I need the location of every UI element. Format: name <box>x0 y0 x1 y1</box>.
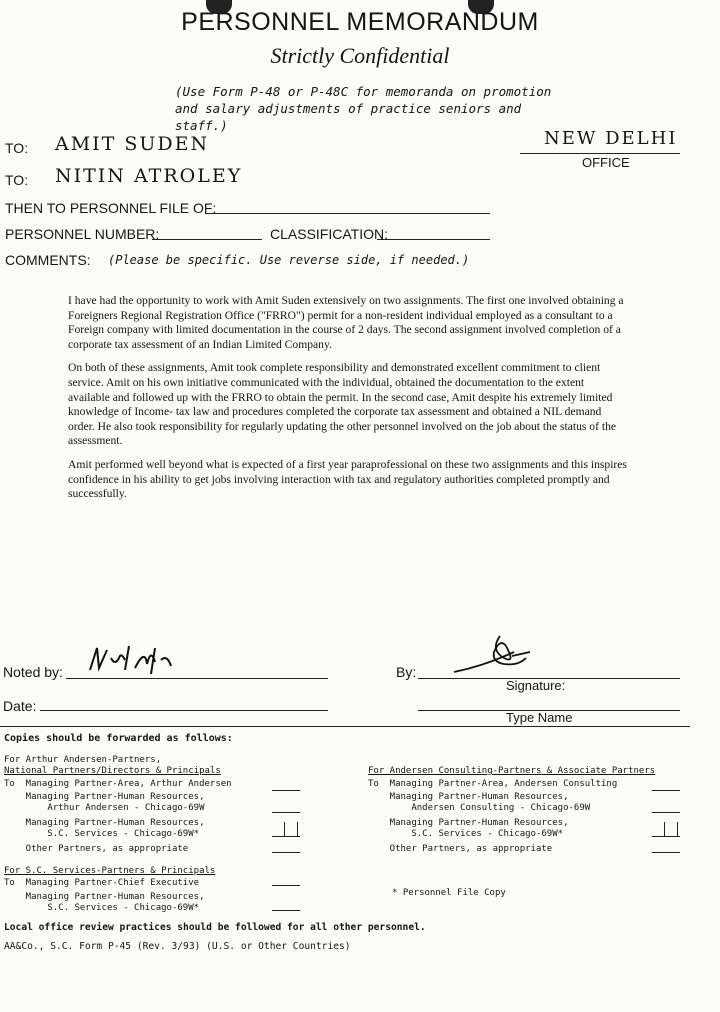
left-group1-heading-2: National Partners/Directors & Principals <box>4 766 221 776</box>
office-value[interactable]: NEW DELHI <box>544 128 678 149</box>
right-group-item: S.C. Services - Chicago-69W* <box>368 829 564 839</box>
noted-by-label: Noted by: <box>3 664 63 680</box>
comments-hint: (Please be specific. Use reverse side, if needed.) <box>108 253 470 267</box>
right-group-heading: For Andersen Consulting-Partners & Associate Partners <box>368 766 656 776</box>
type-name-label: Type Name <box>506 710 573 725</box>
right-group-item: Andersen Consulting - Chicago-69W <box>368 803 591 813</box>
copy-checkbox-line[interactable] <box>652 790 680 791</box>
to-field-1[interactable]: AMIT SUDEN <box>55 133 210 155</box>
to-field-2[interactable]: NITIN ATROLEY <box>55 165 243 187</box>
left-group2-heading: For S.C. Services-Partners & Principals <box>4 866 216 876</box>
personnel-file-label: THEN TO PERSONNEL FILE OF: <box>5 200 217 216</box>
noted-by-field[interactable] <box>66 678 328 679</box>
copy-checkbox-line[interactable] <box>652 812 680 813</box>
comments-paragraph-1: I have had the opportunity to work with Amit Suden extensively on two assignments. The first one involved obtaining a Foreigners Regional Registration Office ("FRRO") permit for a non-resident individual employed as a consultant to a Foreign company with limited documentation in the course of 2 days. The second assignment involved completion of a corporate tax assessment of an Indian Limited Company. <box>68 294 624 351</box>
by-label: By: <box>396 664 417 680</box>
copy-checkbox-line[interactable] <box>272 790 300 791</box>
date-field[interactable] <box>40 710 328 711</box>
comments-paragraph-2: On both of these assignments, Amit took complete responsibility and demonstrated excellent commitment to client service. Amit on his own initiative communicated with the individual, obtained the documentation to the extent available and followed up with the FRRO to obtain the permit. In the second case, Amit despite his extremely limited knowledge of Income- tax law and procedures completed the corporate tax assessment and obtained a NIL demand order. He also took responsibility for regularly updating the other personnel involved on the job about the status of the assessment. <box>68 361 617 448</box>
comments-label: COMMENTS: <box>5 252 91 268</box>
copy-checkbox-line[interactable] <box>272 836 300 837</box>
comments-body <box>68 294 628 511</box>
left-group2-item: To Managing Partner-Chief Executive <box>4 878 200 888</box>
left-group1-item: S.C. Services - Chicago-69W* <box>4 829 200 839</box>
form-identifier: AA&Co., S.C. Form P-45 (Rev. 3/93) (U.S. or Other Countries) <box>4 941 351 952</box>
personnel-number-field[interactable] <box>152 239 262 240</box>
by-signature <box>450 632 550 677</box>
personnel-number-label: PERSONNEL NUMBER: <box>5 226 160 242</box>
left-group1-item: To Managing Partner-Area, Arthur Andersen <box>4 779 232 789</box>
left-group1-item: Arthur Andersen - Chicago-69W <box>4 803 205 813</box>
copy-checkbox-line[interactable] <box>652 836 680 837</box>
personnel-file-copy-note: * Personnel File Copy <box>392 888 506 898</box>
copy-tick-marks <box>284 822 298 836</box>
left-group1-item: Managing Partner-Human Resources, <box>4 818 205 828</box>
left-group1-item: Other Partners, as appropriate <box>4 844 189 854</box>
local-review-note: Local office review practices should be followed for all other personnel. <box>4 922 426 933</box>
copy-checkbox-line[interactable] <box>272 910 300 911</box>
right-group-item: Other Partners, as appropriate <box>368 844 553 854</box>
left-group1-item: Managing Partner-Human Resources, <box>4 792 205 802</box>
noted-by-signature <box>85 640 180 680</box>
classification-field[interactable] <box>377 239 490 240</box>
copy-checkbox-line[interactable] <box>272 885 300 886</box>
copy-checkbox-line[interactable] <box>272 852 300 853</box>
copy-checkbox-line[interactable] <box>272 812 300 813</box>
copies-divider <box>0 726 690 727</box>
copies-heading: Copies should be forwarded as follows: <box>4 733 233 744</box>
form-title: PERSONNEL MEMORANDUM <box>181 8 539 36</box>
right-group-item: Managing Partner-Human Resources, <box>368 818 569 828</box>
left-group1-heading-1: For Arthur Andersen-Partners, <box>4 755 162 765</box>
copy-tick-marks <box>664 822 678 836</box>
personnel-file-field[interactable] <box>205 213 490 214</box>
office-line <box>520 153 680 154</box>
signature-label: Signature: <box>506 678 566 693</box>
left-group2-item: Managing Partner-Human Resources, <box>4 892 205 902</box>
right-group-item: Managing Partner-Human Resources, <box>368 792 569 802</box>
to-label-2: TO: <box>5 172 29 188</box>
form-usage-note-line2: and salary adjustments of practice seniors and staff.) <box>175 101 522 133</box>
right-group-item: To Managing Partner-Area, Andersen Consulting <box>368 779 618 789</box>
copy-checkbox-line[interactable] <box>652 852 680 853</box>
form-subtitle: Strictly Confidential <box>270 43 450 68</box>
to-label-1: TO: <box>5 140 29 156</box>
left-group2-item: S.C. Services - Chicago-69W* <box>4 903 200 913</box>
classification-label: CLASSIFICATION: <box>270 226 388 242</box>
date-label: Date: <box>3 698 37 714</box>
comments-paragraph-3: Amit performed well beyond what is expected of a first year paraprofessional on these two assignments and this inspires confidence in his ability to get jobs involving interaction with tax and regulatory authorities completed promptly and successfully. <box>68 457 627 501</box>
office-label: OFFICE <box>582 155 630 170</box>
form-usage-note-line1: (Use Form P-48 or P-48C for memoranda on promotion <box>175 84 552 99</box>
